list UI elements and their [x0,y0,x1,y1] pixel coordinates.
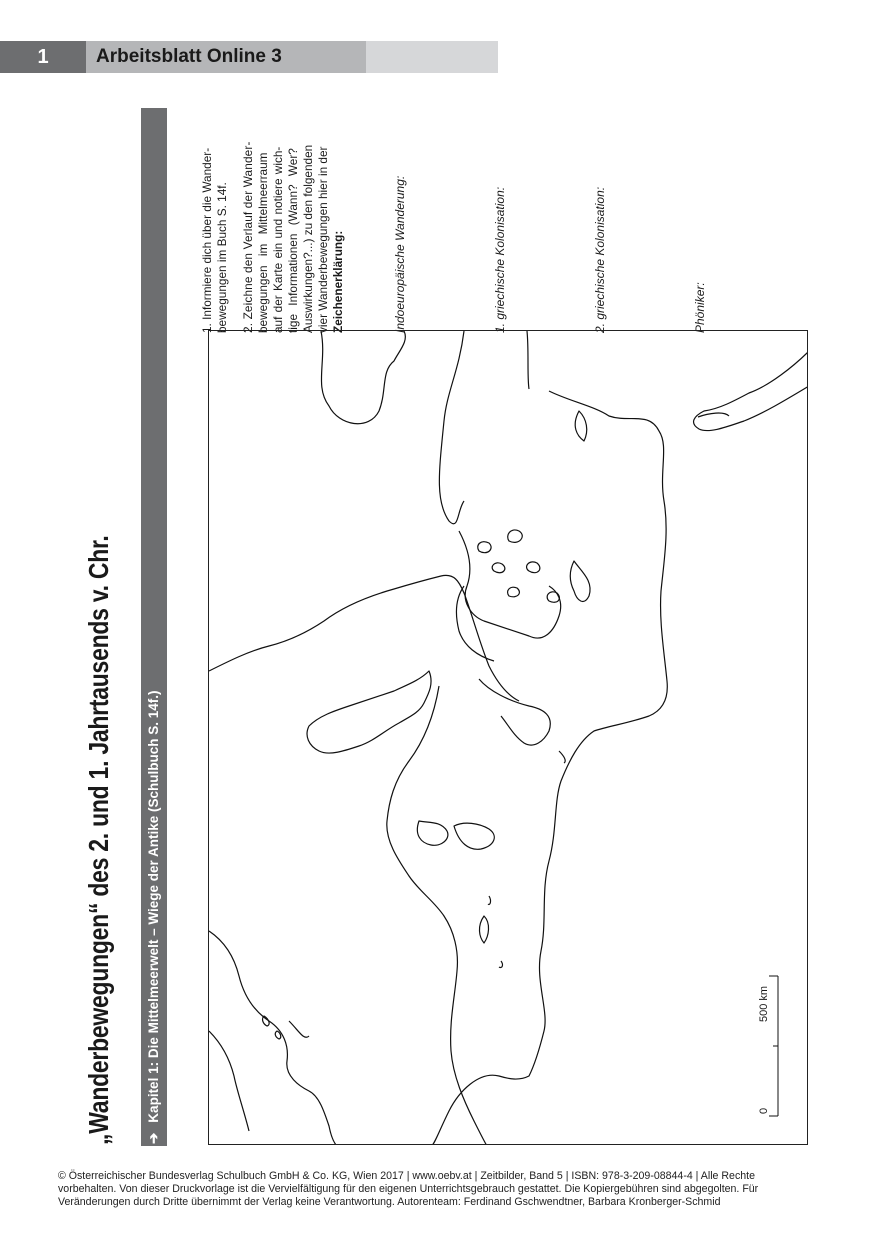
scale-start-label: 0 [758,1107,770,1114]
task2-line4: tige Informationen (Wann? Wer? [286,148,300,333]
footer-line-2: vorbehalten. Von dieser Druckvorlage ist die Vervielfältigung für den eigenen Unterrichtsgebrauch gestattet. Die Kopiergebühren sind abgegolten. Für [58,1183,759,1195]
task1-line1: 1. Informiere dich über die Wander- [200,147,214,333]
task1-line2: bewegungen im Buch S. 14f. [215,182,229,333]
page-title: „Wanderbewegungen“ des 2. und 1. Jahrtausends v. Chr. [83,535,114,1145]
arrow-right-icon: ➔ [146,1132,161,1144]
header-extension [366,41,498,73]
answer-label-indoeuropean: Indoeuropäische Wanderung: [393,175,407,333]
chapter-text: Kapitel 1: Die Mittelmeerwelt – Wiege der Antike (Schulbuch S. 14f.) [146,690,161,1123]
task2-line1: 2. Zeichne den Verlauf der Wander- [241,141,255,333]
answer-label-phoenicians: Phöniker: [693,282,707,333]
worksheet-title: Arbeitsblatt Online 3 [86,41,366,73]
task2-line6: vier Wanderbewegungen hier in der [316,146,330,333]
mediterranean-map [208,330,808,1145]
answer-label-colonisation-2: 2. griechische Kolonisation: [593,186,607,333]
footer-line-1: © Österreichischer Bundesverlag Schulbuch GmbH & Co. KG, Wien 2017 | www.oebv.at | Zeitbilder, Band 5 | ISBN: 978-3-209-08844-4 | Alle Rechte [58,1170,755,1182]
task2-line5: Auswirkungen?...) zu den folgenden [301,144,315,333]
page-number: 1 [0,41,86,73]
footer-line-3: Veränderungen durch Dritte übernimmt der Verlag keine Verantwortung. Autorenteam: Ferdinand Gschwendtner, Barbara Kronberger-Schmid [58,1196,721,1208]
map-outline [209,331,808,1145]
footer-copyright [58,1170,798,1209]
task2-line2: bewegungen im Mittelmeerraum [256,152,270,333]
task2-line3: auf der Karte ein und notiere wich- [271,146,285,333]
chapter-label [146,690,162,1144]
scale-end-label: 500 km [758,985,770,1022]
answer-label-colonisation-1: 1. griechische Kolonisation: [493,186,507,333]
legend-label: Zeichenerklärung: [331,230,345,333]
